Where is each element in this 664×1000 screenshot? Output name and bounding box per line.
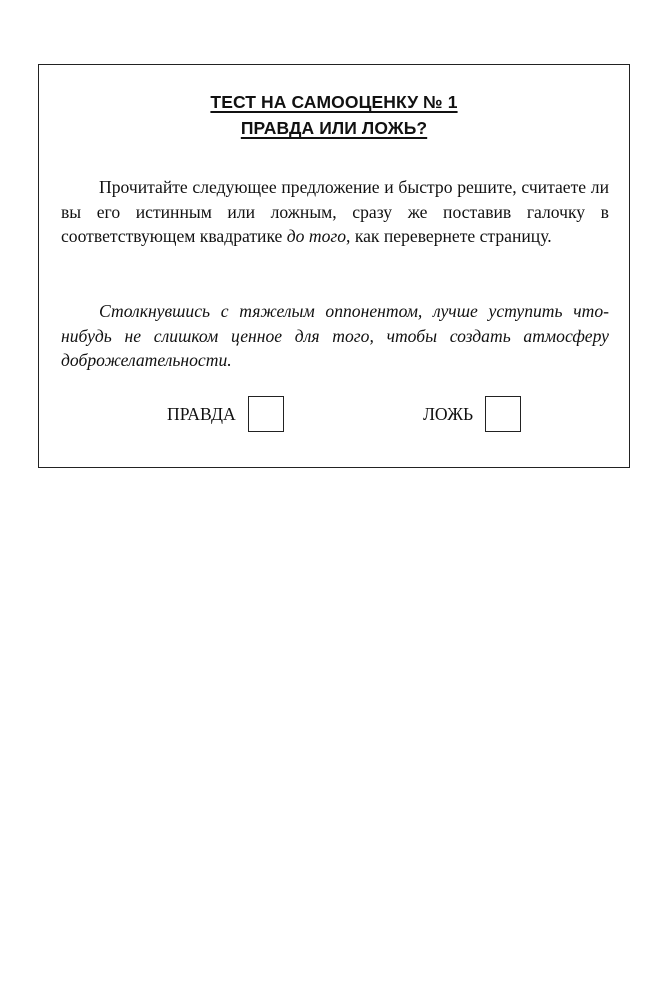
self-test-box — [38, 64, 630, 468]
true-option — [167, 396, 284, 432]
test-title: ТЕСТ НА САМООЦЕНКУ № 1 — [210, 92, 458, 112]
statement-paragraph: Столкнувшись с тяжелым оппонентом, лучше уступить что-нибудь не слишком ценное для того, чтобы создать атмосферу доброжелательности. — [61, 301, 609, 370]
false-checkbox[interactable] — [485, 396, 521, 432]
test-subtitle: ПРАВДА ИЛИ ЛОЖЬ? — [240, 118, 428, 138]
false-label: ЛОЖЬ — [423, 403, 474, 424]
true-label: ПРАВДА — [167, 403, 236, 424]
instruction-paragraph: Прочитайте следующее предложение и быстро решите, считаете ли вы его истинным или ложным, сразу же поставив галочку в соответствующем квадратике до того, как перевернете страницу. — [61, 177, 609, 246]
false-option — [423, 396, 521, 432]
instruction-emphasis: до того — [286, 226, 347, 246]
true-checkbox[interactable] — [248, 396, 284, 432]
